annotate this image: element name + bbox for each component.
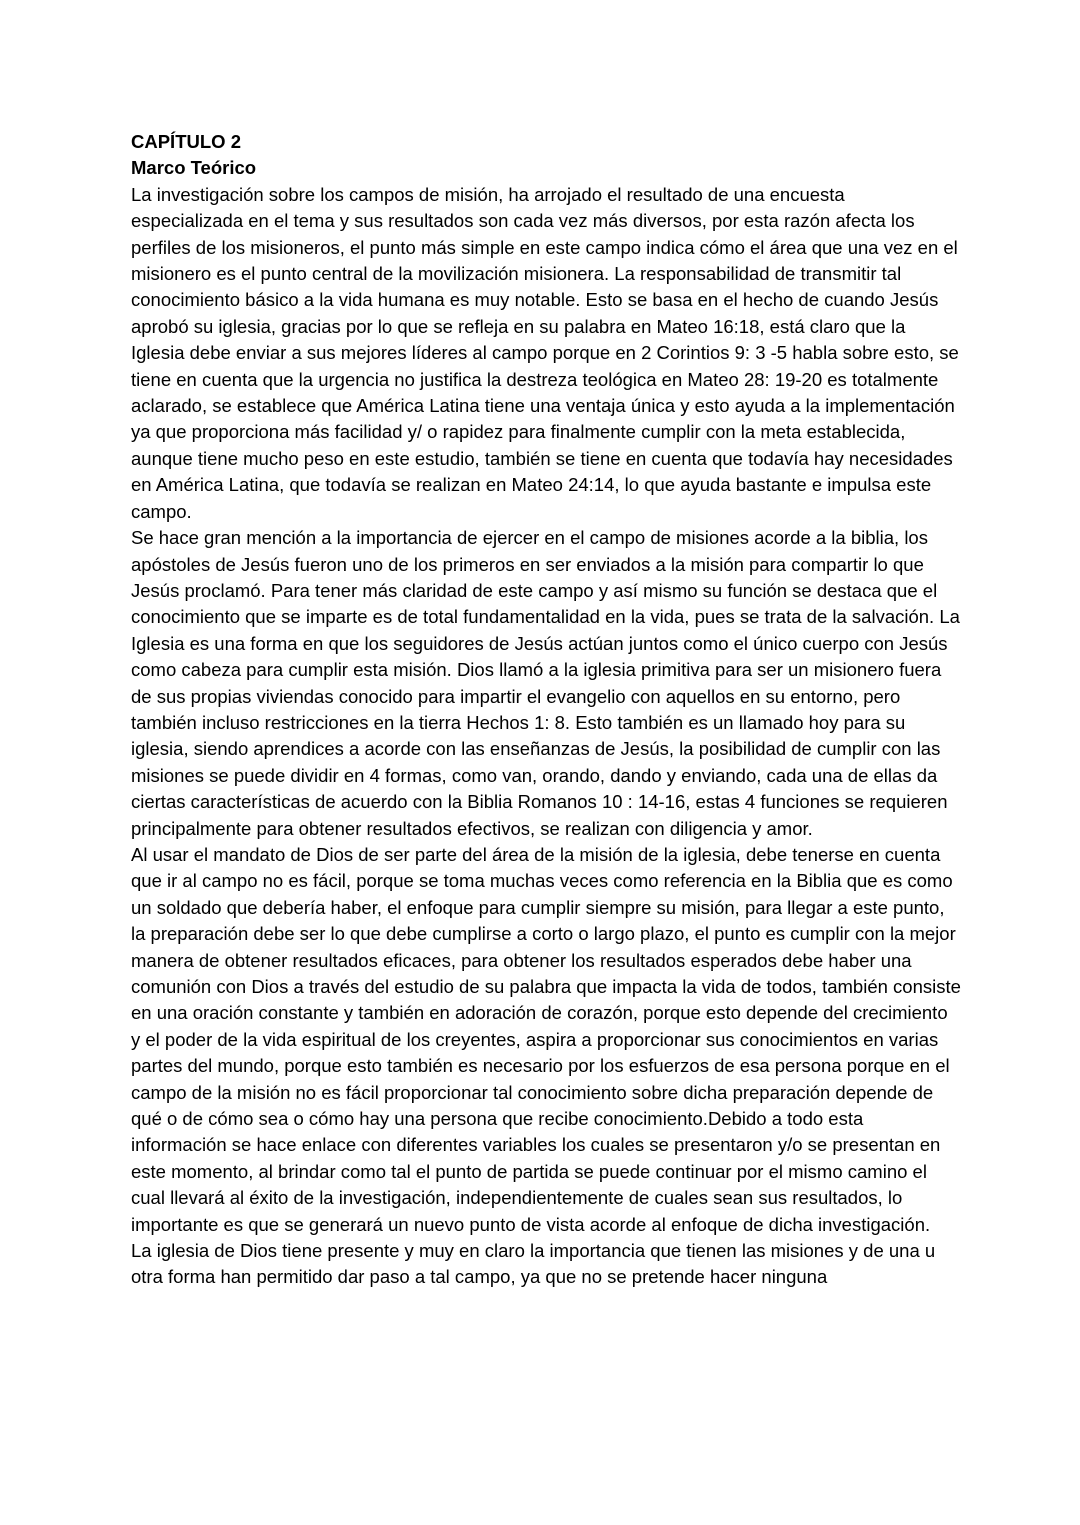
body-paragraph-4: La iglesia de Dios tiene presente y muy en claro la importancia que tienen las misiones y de una u otra forma han permitido dar paso a tal campo, ya que no se pretende hacer ninguna <box>131 1240 936 1288</box>
section-title: Marco Teórico <box>131 157 257 179</box>
body-paragraph-3: Al usar el mandato de Dios de ser parte del área de la misión de la iglesia, debe tenerse en cuenta que ir al campo no es fácil, porque se toma muchas veces como referencia en la Biblia que es como un soldado que debería haber, el enfoque para cumplir siempre su misión, para llegar a este punto, la preparación debe ser lo que debe cumplirse a corto o largo plazo, el punto es cumplir con la mejor manera de obtener resultados eficaces, para obtener los resultados esperados debe haber una comunión con Dios a través del estudio de su palabra que impacta la vida de todos, también consiste en una oración constante y también en adoración de corazón, porque esto depende del crecimiento y el poder de la vida espiritual de los creyentes, aspira a proporcionar sus conocimientos en varias partes del mundo, porque esto también es necesario por los esfuerzos de esa persona porque en el campo de la misión no es fácil proporcionar tal conocimiento sobre dicha preparación depende de qué o de cómo sea o cómo hay una persona que recibe conocimiento.Debido a todo esta información se hace enlace con diferentes variables los cuales se presentaron y/o se presentan en este momento, al brindar como tal el punto de partida se puede continuar por el mismo camino el cual llevará al éxito de la investigación, independientemente de cuales sean sus resultados, lo importante es que se generará un nuevo punto de vista acorde al enfoque de dicha investigación. <box>131 843 961 1235</box>
body-paragraph-2: Se hace gran mención a la importancia de ejercer en el campo de misiones acorde a la biblia, los apóstoles de Jesús fueron uno de los primeros en ser enviados a la misión para compartir lo que Jesús proclamó. Para tener más claridad de este campo y así mismo su función se destaca que el conocimiento que se imparte es de total fundamentalidad en la vida, pues se trata de la salvación. La Iglesia es una forma en que los seguidores de Jesús actúan juntos como el único cuerpo con Jesús como cabeza para cumplir esta misión. Dios llamó a la iglesia primitiva para ser un misionero fuera de sus propias viviendas conocido para impartir el evangelio con aquellos en su entorno, pero también incluso restricciones en la tierra Hechos 1: 8. Esto también es un llamado hoy para su iglesia, siendo aprendices a acorde con las enseñanzas de Jesús, la posibilidad de cumplir con las misiones se puede dividir en 4 formas, como van, orando, dando y enviando, cada una de ellas da ciertas características de acuerdo con la Biblia Romanos 10 : 14-16, estas 4 funciones se requieren principalmente para obtener resultados efectivos, se realizan con diligencia y amor. <box>131 527 960 839</box>
body-paragraph-1: La investigación sobre los campos de misión, ha arrojado el resultado de una encuesta especializada en el tema y sus resultados son cada vez más diversos, por esta razón afecta los perfiles de los misioneros, el punto más simple en este campo indica cómo el área que una vez en el misionero es el punto central de la movilización misionera. La responsabilidad de transmitir tal conocimiento básico a la vida humana es muy notable. Esto se basa en el hecho de cuando Jesús aprobó su iglesia, gracias por lo que se refleja en su palabra en Mateo 16:18, está claro que la Iglesia debe enviar a sus mejores líderes al campo porque en 2 Corintios 9: 3 -5 habla sobre esto, se tiene en cuenta que la urgencia no justifica la destreza teológica en Mateo 28: 19-20 es totalmente aclarado, se establece que América Latina tiene una ventaja única y esto ayuda a la implementación ya que proporciona más facilidad y/ o rapidez para finalmente cumplir con la meta establecida, aunque tiene mucho peso en este estudio, también se tiene en cuenta que todavía hay necesidades en América Latina, que todavía se realizan en Mateo 24:14, lo que ayuda bastante e impulsa este campo. <box>131 183 959 522</box>
chapter-heading: CAPÍTULO 2 <box>131 131 241 152</box>
document-page <box>131 129 961 1291</box>
